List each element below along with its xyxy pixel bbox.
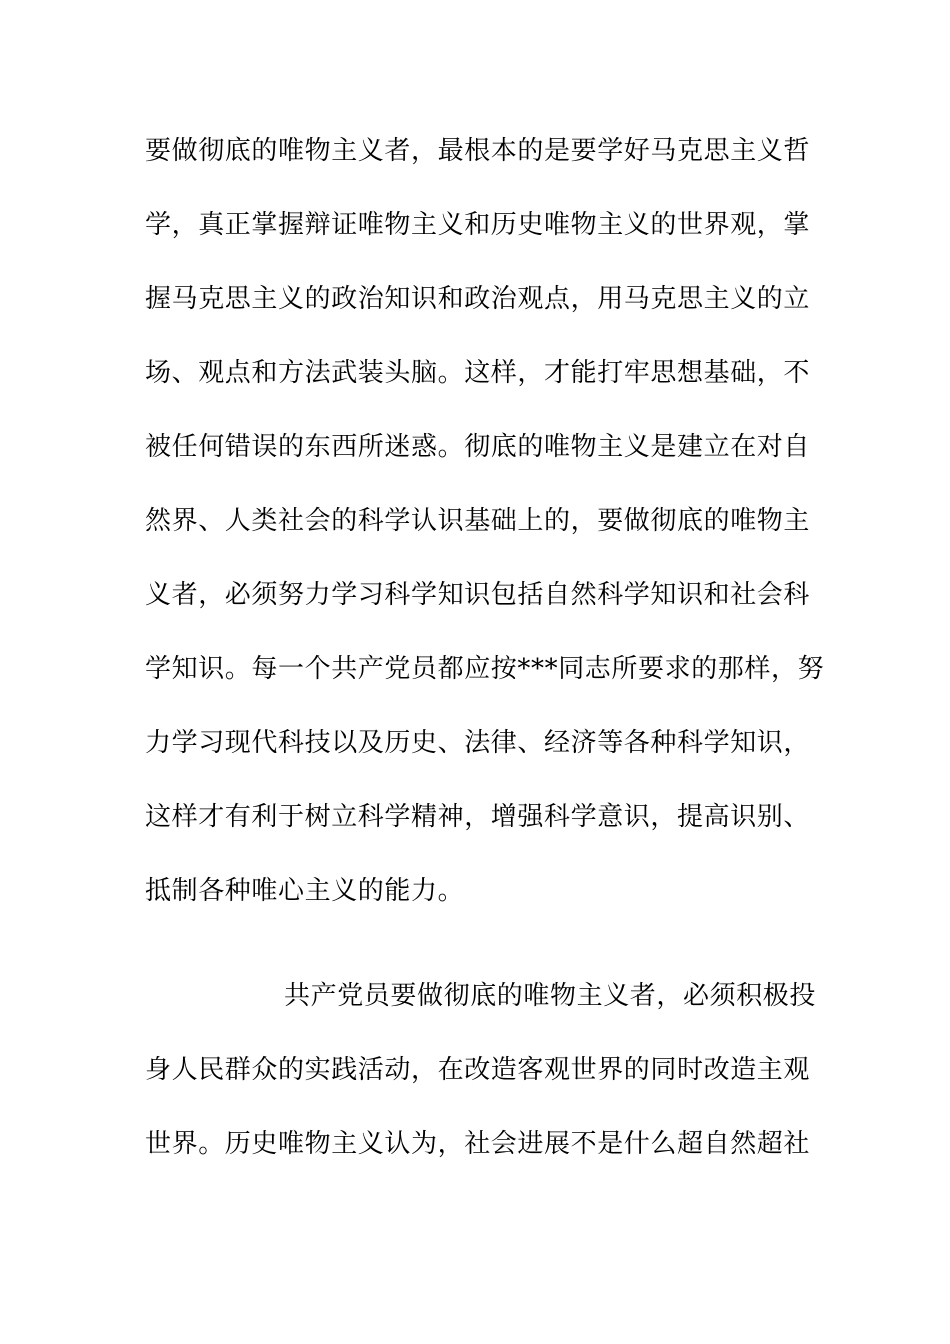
text-line: 学知识。每一个共产党员都应按***同志所要求的那样，努: [145, 654, 825, 684]
text-line-indented: 共产党员要做彻底的唯物主义者，必须积极投: [284, 981, 817, 1011]
text-line: 被任何错误的东西所迷惑。彻底的唯物主义是建立在对自: [145, 432, 811, 462]
text-line: 要做彻底的唯物主义者，最根本的是要学好马克思主义哲: [145, 136, 811, 166]
text-line: 力学习现代科技以及历史、法律、经济等各种科学知识，: [145, 728, 811, 758]
text-line: 握马克思主义的政治知识和政治观点，用马克思主义的立: [145, 284, 811, 314]
text-line: 身人民群众的实践活动，在改造客观世界的同时改造主观: [145, 1055, 811, 1085]
text-line: 抵制各种唯心主义的能力。: [145, 876, 465, 906]
text-line: 世界。历史唯物主义认为，社会进展不是什么超自然超社: [145, 1129, 811, 1159]
text-line: 学，真正掌握辩证唯物主义和历史唯物主义的世界观，掌: [145, 210, 811, 240]
text-line: 场、观点和方法武装头脑。这样，才能打牢思想基础，不: [145, 358, 811, 388]
text-line: 义者，必须努力学习科学知识包括自然科学知识和社会科: [145, 580, 811, 610]
text-line: 这样才有利于树立科学精神，增强科学意识，提高识别、: [145, 802, 811, 832]
text-line: 然界、人类社会的科学认识基础上的，要做彻底的唯物主: [145, 506, 811, 536]
